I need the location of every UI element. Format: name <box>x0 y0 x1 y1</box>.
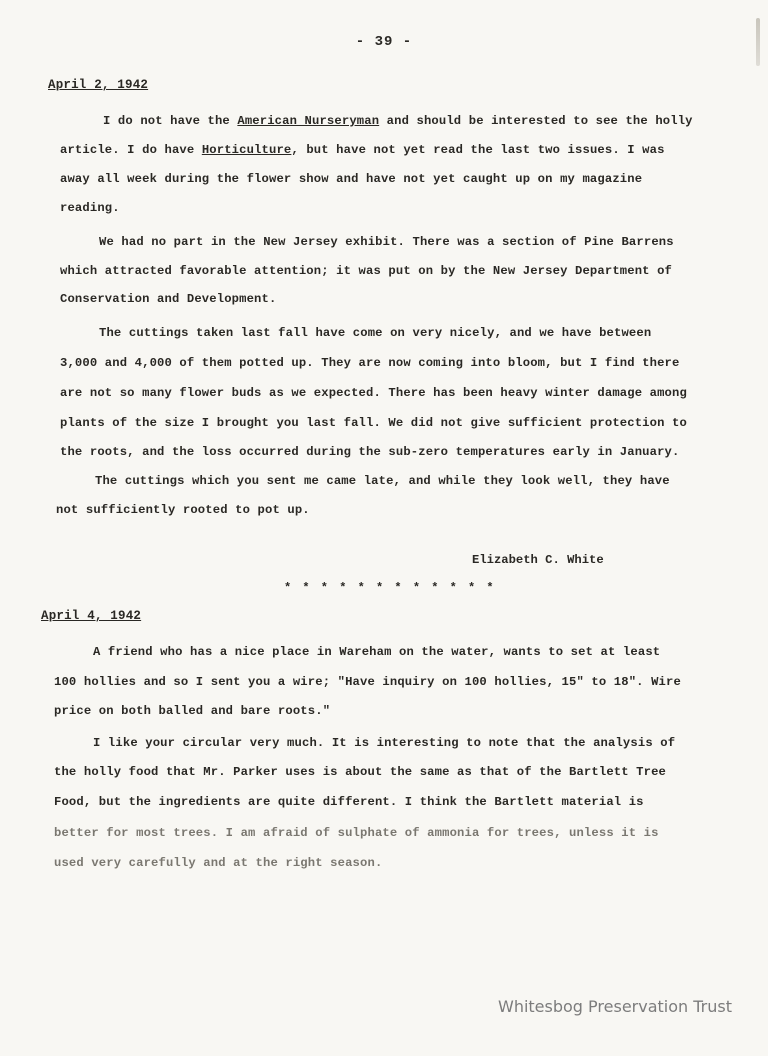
body-line: article. I do have Horticulture, but have not yet read the last two issues. I was <box>60 143 665 157</box>
body-line: plants of the size I brought you last fall. We did not give sufficient protection to <box>60 416 687 430</box>
body-line: away all week during the flower show and have not yet caught up on my magazine <box>60 172 643 186</box>
body-line: the roots, and the loss occurred during the sub-zero temperatures early in January. <box>60 445 680 459</box>
underlined-title: American Nurseryman <box>237 114 380 128</box>
body-line: are not so many flower buds as we expected. There has been heavy winter damage among <box>60 386 687 400</box>
body-line: The cuttings taken last fall have come on very nicely, and we have between <box>99 326 652 340</box>
body-line: Conservation and Development. <box>60 292 277 306</box>
body-line: not sufficiently rooted to pot up. <box>56 503 310 517</box>
body-line: reading. <box>60 201 120 215</box>
body-line: price on both balled and bare roots." <box>54 704 331 718</box>
entry-date: April 2, 1942 <box>48 78 149 92</box>
body-line: I do not have the American Nurseryman and should be interested to see the holly <box>103 114 693 128</box>
body-line: We had no part in the New Jersey exhibit. There was a section of Pine Barrens <box>99 235 674 249</box>
body-line: A friend who has a nice place in Wareham on the water, wants to set at least <box>93 645 661 659</box>
body-line: 100 hollies and so I sent you a wire; "Have inquiry on 100 hollies, 15" to 18". Wire <box>54 675 681 689</box>
body-line: used very carefully and at the right season. <box>54 856 383 870</box>
signature: Elizabeth C. White <box>472 553 604 567</box>
body-line: 3,000 and 4,000 of them potted up. They are now coming into bloom, but I find there <box>60 356 680 370</box>
underlined-title: Horticulture <box>201 143 292 157</box>
section-separator: * * * * * * * * * * * * <box>284 581 496 595</box>
body-line: the holly food that Mr. Parker uses is about the same as that of the Bartlett Tree <box>54 765 667 779</box>
body-line: I like your circular very much. It is interesting to note that the analysis of <box>93 736 676 750</box>
page-number: - 39 - <box>355 34 413 50</box>
entry-date: April 4, 1942 <box>41 609 142 623</box>
body-line: which attracted favorable attention; it was put on by the New Jersey Department of <box>60 264 673 278</box>
body-line: The cuttings which you sent me came late, and while they look well, they have <box>95 474 670 488</box>
body-line: Food, but the ingredients are quite different. I think the Bartlett material is <box>54 795 644 809</box>
body-line: better for most trees. I am afraid of sulphate of ammonia for trees, unless it is <box>54 826 659 840</box>
watermark: Whitesbog Preservation Trust <box>498 997 732 1016</box>
